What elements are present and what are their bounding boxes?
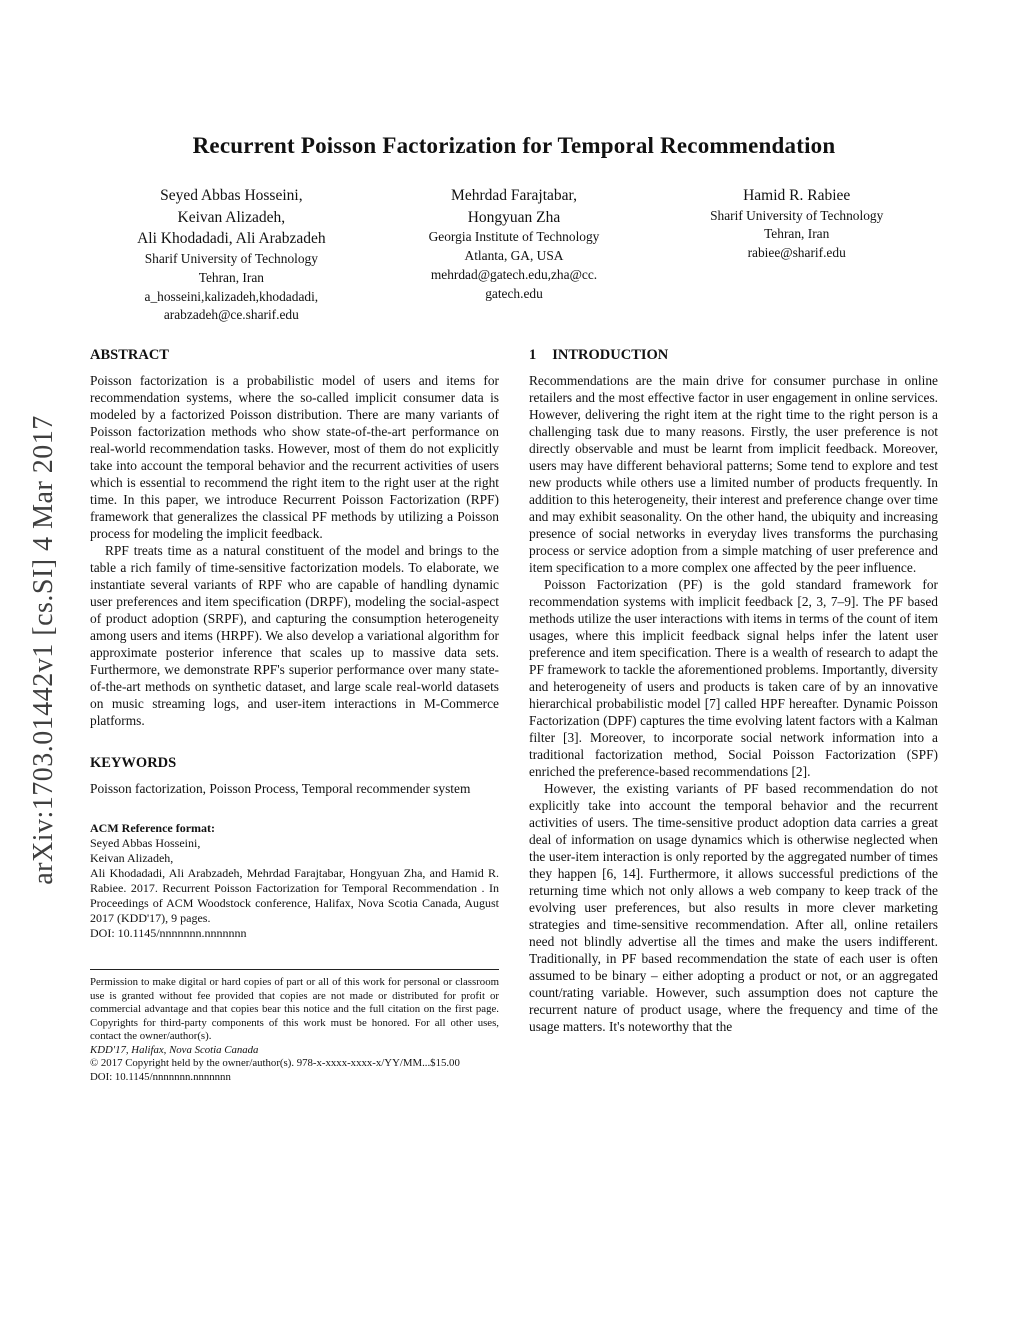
author-list — [90, 185, 938, 325]
arxiv-watermark: arXiv:1703.01442v1 [cs.SI] 4 Mar 2017 — [28, 415, 59, 885]
author-affiliation: Sharif University of Technology Tehran, Iran — [710, 207, 884, 242]
abstract-paragraph: RPF treats time as a natural constituent of the model and brings to the table a rich family of time-sensitive factorization models. To elaborate, we instantiate several variants of RPF who are capable of handling dynamic user preferences and item specification (DRPF), modeling the social-aspect of product adoption (SRPF), and capturing the consumption heterogeneity among users and items (HRPF). We also develop a variational algorithm for approximate posterior inference that scales up to massive data sets. Furthermore, we demonstrate RPF's superior performance over many state-of-the-art methods on synthetic dataset, and large scale real-world datasets on music streaming logs, and user-item interactions in M-Commerce platforms. — [90, 543, 499, 729]
author-email: rabiee@sharif.edu — [747, 245, 846, 261]
author-email: a_hosseini,kalizadeh,khodadadi, arabzadeh@ce.sharif.edu — [144, 288, 319, 323]
two-column-body — [90, 347, 938, 1084]
section-title: INTRODUCTION — [552, 347, 669, 364]
paper-title: Recurrent Poisson Factorization for Temporal Recommendation — [192, 133, 836, 158]
author-names — [381, 185, 648, 228]
footnote-doi: DOI: 10.1145/nnnnnnn.nnnnnnn — [90, 1070, 231, 1083]
author-name: Mehrdad Farajtabar, — [451, 187, 577, 204]
author-name: Ali Khodadadi, Ali Arabzadeh — [137, 230, 326, 248]
author-affiliation: Georgia Institute of Technology Atlanta, GA, USA — [428, 229, 600, 264]
acm-reference-doi: DOI: 10.1145/nnnnnnn.nnnnnnn — [90, 926, 247, 941]
introduction-paragraph: Poisson Factorization (PF) is the gold standard framework for recommendation systems with implicit feedback [2, 3, 7–9]. The PF based methods utilize the user interactions with items in terms of the count of item usages, where this implicit feedback signal helps infer the latent user preference and item specification. There is a wealth of research to adapt the PF framework to tackle the aforementioned problems. Importantly, diversity and heterogeneity of users and products is taken care of by an innovative hierarchical probabilistic model [7] called HPF hereafter. Dynamic Poisson Factorization (DPF) captures the time evolving latent factors with a Kalman filter [3]. Moreover, to incorporate social network information into a traditional factorization method, Social Poisson Factorization (SPF) enriched the preference-based recommendations [2]. — [529, 577, 938, 780]
acm-reference-heading: ACM Reference format: — [90, 821, 216, 836]
abstract-heading: ABSTRACT — [90, 347, 169, 364]
acm-reference-line: Seyed Abbas Hosseini, — [90, 836, 201, 851]
right-column — [529, 347, 938, 1084]
author-name: Keivan Alizadeh, — [177, 208, 286, 226]
acm-reference-line: Keivan Alizadeh, — [90, 851, 174, 866]
acm-reference-block — [90, 821, 499, 941]
section-number: 1 — [529, 347, 537, 364]
footnote-rule — [90, 969, 499, 970]
author-block-3 — [655, 185, 938, 325]
author-block-2 — [373, 185, 656, 325]
footnote-copyright: © 2017 Copyright held by the owner/author(s). 978-x-xxxx-xxxx-x/YY/MM...$15.00 — [90, 1057, 460, 1070]
abstract-paragraph: Poisson factorization is a probabilistic model of users and items for recommendation systems, where the so-called implicit consumer data is modeled by a factorized Poisson distribution. There are many variants of Poisson factorization methods who show state-of-the-art performance on real-world recommendation tasks. However, most of them do not explicitly take into account the temporal behavior and the recurrent activities of users which is essential to recommend the right item to the right user at the right time. In this paper, we introduce Recurrent Poisson Factorization (RPF) framework that generalizes the classical PF methods by utilizing a Poisson process for modeling the implicit feedback. — [90, 373, 499, 542]
introduction-paragraph: However, the existing variants of PF based recommendation do not explicitly take into account the temporal behavior and the recurrent activities of users. The time-sensitive product adoption data carries a great deal of information on usage dynamics which is otherwise neglected when the user-item interaction is only reported by the aggregated number of times they happen [6, 14]. Furthermore, it allows successful predictions of the returning time which not only allows a web company to keep track of the evolving user preferences, but also results in more clever marketing strategies and time-sensitive recommendation. After all, online retailers need not blindly advertise all the times and make the users indifferent. Traditionally, in PF based recommendation the state of each user is often assumed to be binary – either adopting a product or not, or an aggregated count/rating variable. However, such assumption does not capture the recurrent nature of product usage, where the frequency and time of the usage matters. It's noteworthy that the — [529, 781, 938, 1035]
paper-content — [90, 0, 938, 1084]
keywords-heading: KEYWORDS — [90, 755, 177, 772]
author-name: Hongyuan Zha — [467, 208, 561, 226]
left-column — [90, 347, 499, 1084]
footnote-permission: Permission to make digital or hard copies of part or all of this work for personal or classroom use is granted without fee provided that copies are not made or distributed for profit or commercial advantage and that copies bear this notice and the full citation on the first page. Copyrights for third-party components of this work must be honored. For all other uses, contact the owner/author(s). — [90, 976, 499, 1043]
author-block-1 — [90, 185, 373, 325]
footnote-block — [90, 969, 499, 1084]
author-name: Seyed Abbas Hosseini, — [160, 187, 303, 204]
author-email: mehrdad@gatech.edu,zha@cc. gatech.edu — [430, 266, 598, 301]
acm-reference-citation: Ali Khodadadi, Ali Arabzadeh, Mehrdad Farajtabar, Hongyuan Zha, and Hamid R. Rabiee. 2017. Recurrent Poisson Factorization for Temporal Recommendation . In Proceedings of ACM Woodstock conference, Halifax, Nova Scotia Canada, August 2017 (KDD'17), 9 pages. — [90, 866, 499, 926]
introduction-heading — [529, 347, 938, 364]
author-affiliation: Sharif University of Technology Tehran, Iran — [144, 251, 318, 285]
keywords-text: Poisson factorization, Poisson Process, Temporal recommender system — [90, 781, 471, 797]
footnote-venue: KDD'17, Halifax, Nova Scotia Canada — [90, 1043, 259, 1056]
introduction-paragraph: Recommendations are the main drive for consumer purchase in online retailers and the most effective factor in user engagement in online services. However, delivering the right item at the right time to the right person is a challenging task due to many reasons. Firstly, the user preference is not directly observable and must be learnt from implicit feedback. Moreover, users may have different behavioral patterns; Some tend to explore and test new products while others use a limited number of products frequently. In addition to this heterogeneity, their interest and preference change over time and may exhibit seasonality. On the other hand, the ubiquity and increasing presence of social networks in everyday lives transforms the purchasing process or service adoption from a simple matching of user preference and item specification to a more complex one affected by the peer influence. — [529, 373, 938, 576]
author-names — [98, 185, 365, 250]
author-names — [663, 185, 930, 207]
author-name: Hamid R. Rabiee — [743, 187, 851, 204]
